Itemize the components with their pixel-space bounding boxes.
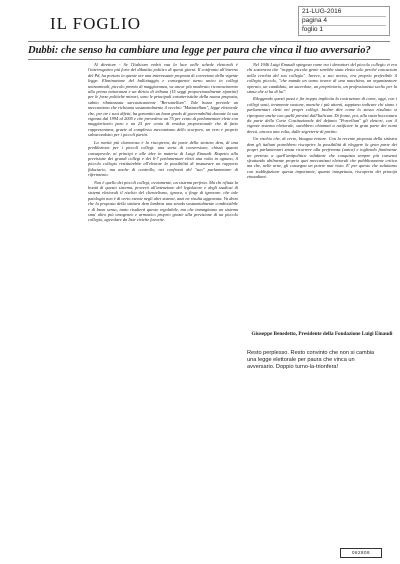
paragraph: Non è quello dei piccoli collegi, ovviamente, un sistema perfetto. Ma chi rifiuta la bontà di questo sistema, proverà all'attenzione del legislatore e degli studiosi di sistemi elettorali il rischio del clientelismo, ignora, o finge di ignorare, che tale patologia non è di certo esente negli altri sistemi, anzi ne risulta aggravata. Va detto che la proposta della sinistra dem lambiva una strada sostanzialmente condivisibile e di buon senso, tanto risulterà questo regolabile, ma che immaginano un sistema sma' altro più omogeneo e armonico proprio grazie alla previsione di un piccolo collegio, agevolare da liste civiche favorite.: [88, 179, 238, 223]
article-column-left: [88, 62, 238, 334]
headline: Dubbi: che senso ha cambiare una legge per paura che vinca il tuo avversario?: [28, 45, 371, 56]
meta-sheet: foglio 1: [302, 26, 323, 33]
headline-bottom-rule: [28, 59, 390, 60]
editor-reply: Resto perplesso. Resto convinto che non si cambia una legge elettorale per paura che vinca un avversario. Doppio turno-la-trionfera!: [247, 350, 375, 371]
paragraph: Al direttore - Se l'Italicum vedrà vaa la luce nelle schede elettorali è l'interrogativo più forte del dibattito politico di questi giorni. Il confronto all'interno del Pd, ha portato in queste ore una interessante proposta di correzione della vigente legge. Eliminazione del ballottaggio e conseguente turno unico in collegi uninominali, piccolo premio di maggioranza, va ancor più moderato riconoscimento alla prima minoranza e un diritto di tribuna (15 seggi proporzionalmente ripartiti) per le forze politiche minori, sono le principali caratteristiche della nuova proposta, subito ribattezzata sarcasticamente "Bersanellum". Tale bozza prevede un meccanismo che richiama sostanzialmente il vecchio "Mattarellum", legge elettorale che, per tre i suoi difetti, ha garantito un buon grado di governabilità durante la sua vigenza dal 1994 al 2005 e che prevedeva un 75 per cento di parlamentari eletti con maggioritario puro e un 25 per cento di residuo proporzionale che di fatto rappresentava, grazie al complesso meccanismo dello scorporo, un vero e proprio salvacondotto per i piccoli partiti.: [88, 62, 238, 138]
masthead: IL FOGLIO: [50, 14, 141, 33]
archive-stamp: 062808: [340, 548, 382, 558]
meta-page: pagina 4: [302, 17, 386, 26]
article-column-right: [247, 62, 397, 328]
paragraph: Nel 1946 Luigi Einaudi spiegava come tra i detrattori del piccolo collegio vi era chi sosteneva che "troppo piccola gente sarebbe stata eletta solo perché conosciuta nella cerchia del suo collegio". Invece, a suo avviso, era proprio preferibile il collegio piccolo, "che manda un uomo invece di una macchina, un organizzatore operaio, un candidato, un sacerdote, un proprietario, un professionista scelto per la stima che si ha di lui".: [247, 62, 397, 95]
publication-meta: [298, 6, 390, 36]
paragraph: Rileggendo questi passi e fin troppo implicita la costruzione di come, oggi, con i collegi vasti, teramente vastone, manche i più attenti, sappiano indicare chi siano i parlamentari eletti nei propri collegi. Inoltre dire come lo stesso risultato si ripropone anche con quelli previsti dall'Italicum. Di fronte, poi, alla vatta bocciatura da parte della Corte Costituzionale del defunto "Porcellum" gli elettori, con il vigente sistema elettorale, sarebbero chiamati a ratificare in gran parte dei nomi decisi, ancora una volta, dalle segreterie di partito.: [247, 96, 397, 134]
paragraph: Un rischio che, di certo, bisogna evitare. Con la recente proposta della sinistra dem gli italiani potrebbero riscoprire la possibilità di eleggere la gran parte dei propri parlamentari senza ricorrere alla preferenza (unica) e togliendo finalmente un pretesto a quell'antipolitica validante che conquista sempre più consensi sfruttando abilmente proprio quei meccanismi elettorali che pubblicamente critica ma che, nelle urne, gli consegna un potere mai visto. E' per questo che salutiamo con soddisfazione questa importante, quanto inaspettata, riscoperta dei principi einaudiani.: [247, 136, 397, 180]
headline-top-rule: [28, 41, 390, 42]
paragraph: La novità più clamorosa è la riscoperta, da parte della sinistra dem, di una predilezione per i piccoli collegi: una sorta di conversione, chissà quanto consapevole, ai principi e alle idee in materia di Luigi Einaudi. Rispetto alla previsione dei grandi collegi e dei 6-7 parlamentari eletti una volta in ognuno, il piccolo collegio restituirebbe all'elettore la possibilità di instaurare un rapporto fiduciario, ma anche di controllo, nei confronti del "suo" parlamentare di riferimento.: [88, 139, 238, 178]
letter-signature: Giuseppe Benedetto, Presidente della Fondazione Luigi Einaudi: [251, 331, 393, 337]
meta-date: 21-LUG-2016: [302, 8, 386, 17]
